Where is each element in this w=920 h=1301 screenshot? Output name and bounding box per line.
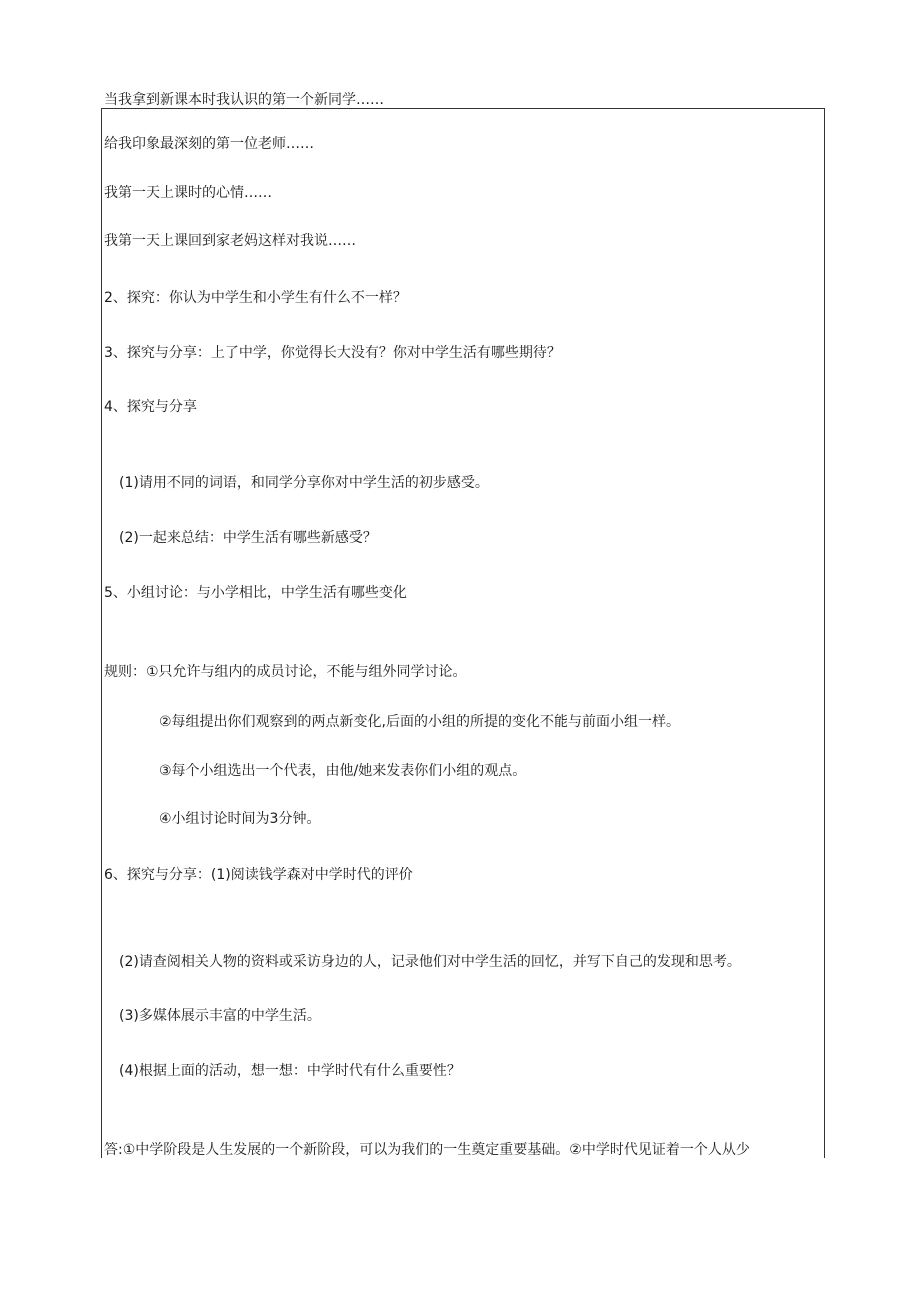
prompt-first-teacher: 给我印象最深刻的第一位老师…… (104, 136, 314, 152)
rule-2: ②每组提出你们观察到的两点新变化,后面的小组的所提的变化不能与前面小组一样。 (159, 714, 680, 730)
question-3: 3、探究与分享：上了中学，你觉得长大没有？你对中学生活有哪些期待？ (104, 345, 561, 361)
header-line: 当我拿到新课本时我认识的第一个新同学…… (104, 92, 384, 108)
prompt-first-day-mood: 我第一天上课时的心情…… (104, 185, 272, 201)
question-2: 2、探究：你认为中学生和小学生有什么不一样？ (104, 290, 407, 306)
question-4-part-2: (2)一起来总结：中学生活有哪些新感受？ (119, 530, 377, 546)
question-4-part-1: (1)请用不同的词语，和同学分享你对中学生活的初步感受。 (119, 475, 489, 491)
question-6-part-3: (3)多媒体展示丰富的中学生活。 (119, 1008, 321, 1024)
question-6-part-4: (4)根据上面的活动，想一想：中学时代有什么重要性？ (119, 1063, 461, 1079)
rule-1: 规则：①只允许与组内的成员讨论，不能与组外同学讨论。 (104, 664, 467, 680)
question-5: 5、小组讨论：与小学相比，中学生活有哪些变化 (104, 585, 407, 601)
question-4: 4、探究与分享 (104, 399, 197, 415)
rule-3: ③每个小组选出一个代表，由他/她来发表你们小组的观点。 (159, 763, 527, 779)
table-frame-left-border (101, 108, 102, 1158)
prompt-mom-said: 我第一天上课回到家老妈这样对我说…… (104, 233, 356, 249)
question-6: 6、探究与分享：(1)阅读钱学森对中学时代的评价 (104, 867, 413, 883)
table-frame-right-border (824, 108, 825, 1158)
question-6-part-2: (2)请查阅相关人物的资料或采访身边的人，记录他们对中学生活的回忆，并写下自己的发现和思考。 (119, 954, 741, 970)
answer-line: 答:①中学阶段是人生发展的一个新阶段，可以为我们的一生奠定重要基础。②中学时代见证着一个人从少 (104, 1142, 750, 1158)
rule-4: ④小组讨论时间为3分钟。 (159, 811, 321, 827)
